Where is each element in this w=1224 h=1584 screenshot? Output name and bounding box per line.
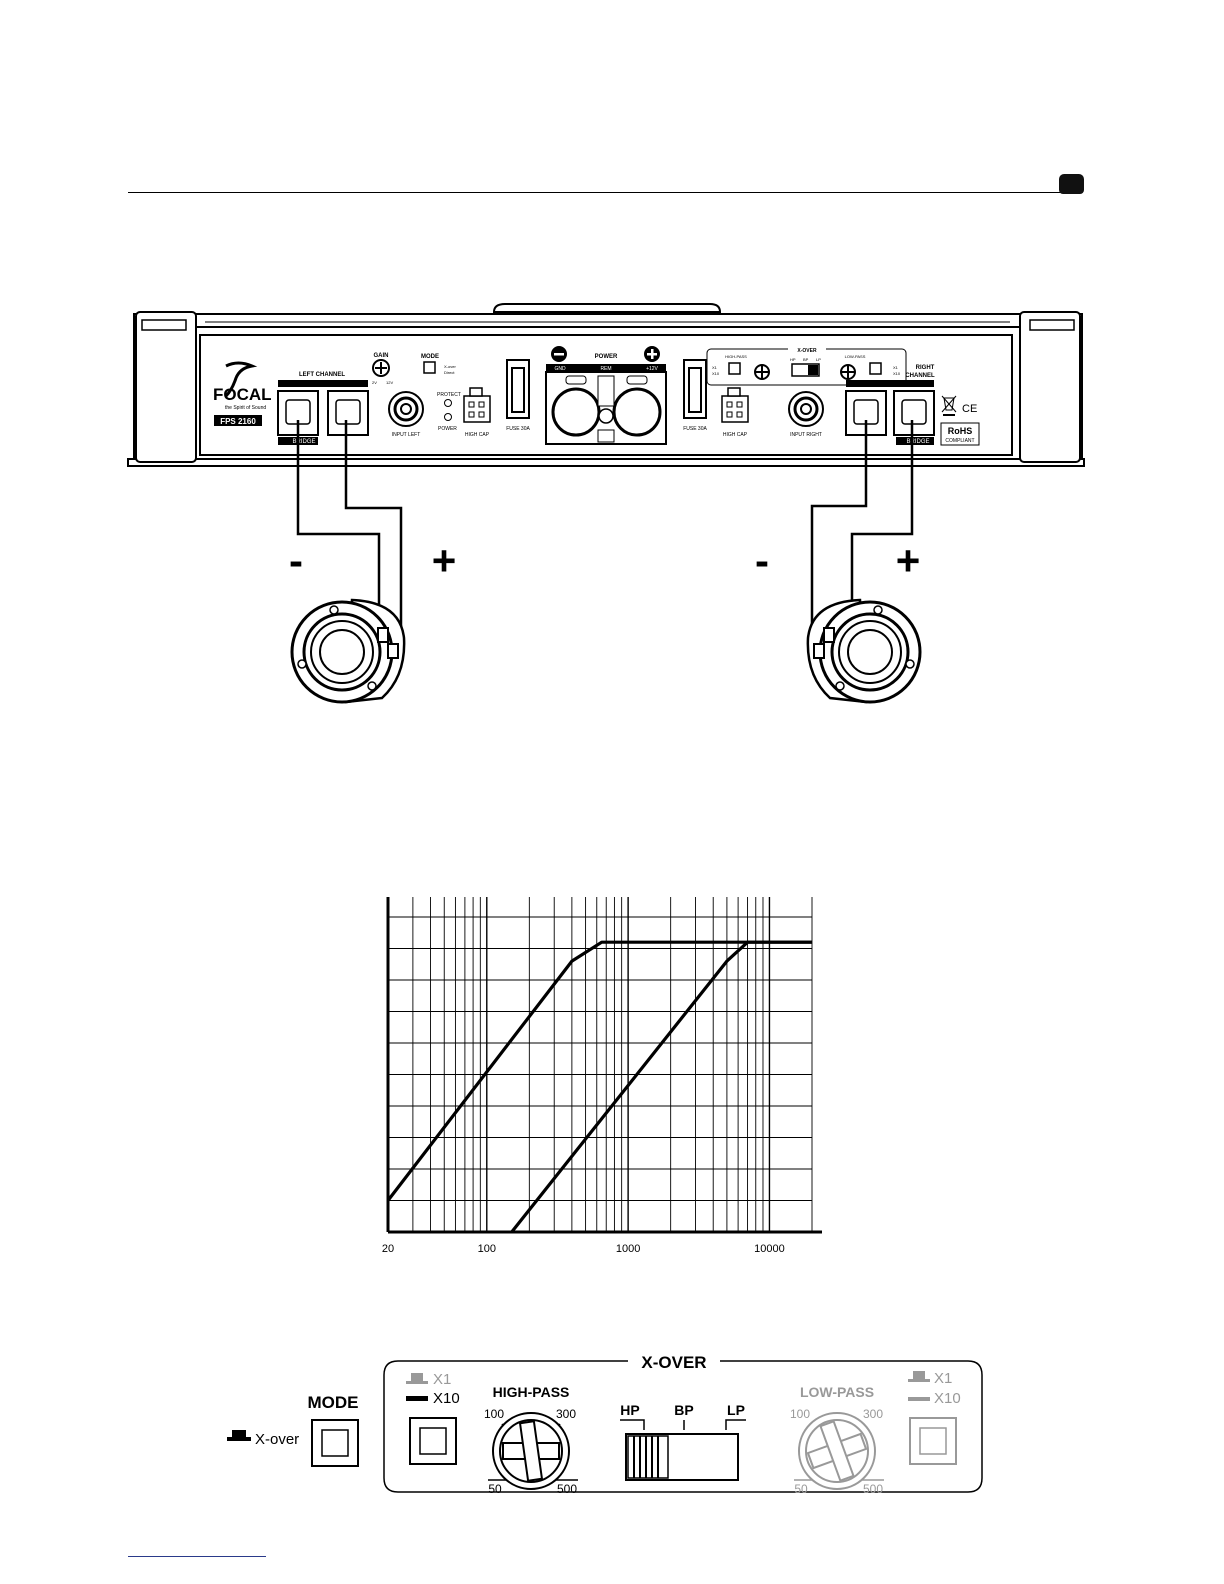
svg-text:100: 100 <box>789 1407 811 1421</box>
svg-text:HIGH CAP: HIGH CAP <box>722 432 748 438</box>
svg-text:500: 500 <box>556 1482 578 1496</box>
svg-text:INPUT LEFT: INPUT LEFT <box>391 432 421 438</box>
lp-x1-label: X1 <box>934 1370 953 1387</box>
tweeter-right-icon <box>808 600 920 702</box>
lp-gain-x1-icon <box>908 1371 930 1382</box>
svg-text:300: 300 <box>555 1407 577 1421</box>
svg-text:FUSE 30A: FUSE 30A <box>506 426 530 432</box>
svg-text:POWER: POWER <box>438 426 457 432</box>
hp-x10-label: X10 <box>433 1390 460 1407</box>
model-badge: FPS 2160 <box>220 417 256 426</box>
svg-text:50: 50 <box>794 1482 808 1496</box>
svg-text:GND: GND <box>554 366 566 372</box>
input-left-jack <box>389 392 423 438</box>
right-plus-sign: + <box>895 537 921 584</box>
chart-tick-labels <box>382 1243 785 1255</box>
svg-text:50: 50 <box>488 1482 502 1496</box>
tweeter-left-icon <box>292 600 404 702</box>
chart-x-tick-label: 1000 <box>615 1243 641 1255</box>
low-pass-knob-icon <box>799 1413 875 1489</box>
svg-text:300: 300 <box>862 1407 884 1421</box>
svg-text:FUSE 30A: FUSE 30A <box>683 426 707 432</box>
input-right-jack <box>789 392 823 438</box>
svg-text:CHANNEL: CHANNEL <box>905 373 935 379</box>
left-bridge-label: BRIDGE <box>292 439 316 445</box>
amplifier-wiring-diagram <box>0 0 1224 760</box>
svg-text:+12V: +12V <box>646 366 658 372</box>
chart-x-tick-label: 20 <box>381 1243 395 1255</box>
chart-series-line-2 <box>512 942 812 1232</box>
switch-bp-label: BP <box>674 1402 694 1418</box>
xover-mode-icon <box>227 1430 251 1441</box>
chart-series-line-1 <box>388 942 812 1200</box>
svg-text:HIGH-PASS: HIGH-PASS <box>725 354 747 359</box>
brand-text: FOCAL <box>213 385 272 404</box>
svg-text:100: 100 <box>483 1407 505 1421</box>
svg-text:BP: BP <box>803 357 809 362</box>
svg-text:Direct: Direct <box>444 370 455 375</box>
left-minus-sign: - <box>289 537 303 584</box>
chart-grid <box>388 897 812 1232</box>
high-pass-knob-icon <box>493 1413 569 1489</box>
filter-selector-slider <box>628 1436 668 1478</box>
svg-text:REM: REM <box>600 366 612 372</box>
tagline-text: the Spirit of Sound <box>225 405 267 411</box>
high-pass-title: HIGH-PASS <box>492 1384 570 1400</box>
mode-title: MODE <box>307 1393 359 1412</box>
footer-link-rule <box>128 1556 266 1557</box>
switch-hp-label: HP <box>620 1402 640 1418</box>
svg-text:GAIN: GAIN <box>373 353 389 359</box>
svg-text:500: 500 <box>862 1482 884 1496</box>
svg-text:INPUT RIGHT: INPUT RIGHT <box>790 432 822 438</box>
svg-text:COMPLIANT: COMPLIANT <box>945 438 975 444</box>
svg-text:HP: HP <box>790 357 796 362</box>
svg-text:RIGHT: RIGHT <box>915 365 935 371</box>
mode-option-label: X-over <box>255 1431 300 1448</box>
hp-gain-x1-icon <box>406 1373 428 1384</box>
left-plus-sign: + <box>431 537 457 584</box>
hp-x1-label: X1 <box>433 1371 452 1388</box>
svg-text:X1: X1 <box>893 365 898 370</box>
ce-mark: CE <box>962 403 978 415</box>
svg-text:X1: X1 <box>712 365 717 370</box>
svg-text:MODE: MODE <box>421 354 439 360</box>
svg-text:X-OVER: X-OVER <box>797 348 817 354</box>
xover-panel-detail <box>200 1340 1000 1505</box>
svg-text:12V: 12V <box>386 380 394 385</box>
chart-x-tick-label: 10000 <box>754 1243 785 1255</box>
chart-x-tick-label: 100 <box>477 1243 496 1255</box>
rohs-mark: RoHS <box>947 426 973 436</box>
svg-text:2V: 2V <box>372 380 377 385</box>
hp-gain-x10-icon <box>406 1396 428 1401</box>
svg-text:X-over: X-over <box>444 364 456 369</box>
lp-gain-x10-icon <box>908 1397 930 1401</box>
right-minus-sign: - <box>755 537 769 584</box>
svg-text:PROTECT: PROTECT <box>437 392 461 398</box>
xover-title: X-OVER <box>641 1353 707 1372</box>
svg-text:HIGH CAP: HIGH CAP <box>464 432 490 438</box>
lp-x10-label: X10 <box>934 1390 961 1407</box>
svg-text:LOW-PASS: LOW-PASS <box>844 354 866 359</box>
switch-lp-label: LP <box>727 1402 745 1418</box>
svg-text:X10: X10 <box>712 371 720 376</box>
left-channel-label: LEFT CHANNEL <box>299 372 345 378</box>
low-pass-title: LOW-PASS <box>799 1384 875 1400</box>
frequency-response-chart <box>360 885 830 1270</box>
svg-text:X10: X10 <box>893 371 901 376</box>
svg-text:POWER: POWER <box>594 354 618 360</box>
chart-series <box>388 942 812 1232</box>
svg-text:LP: LP <box>816 357 821 362</box>
svg-text:BRIDGE: BRIDGE <box>906 439 930 445</box>
